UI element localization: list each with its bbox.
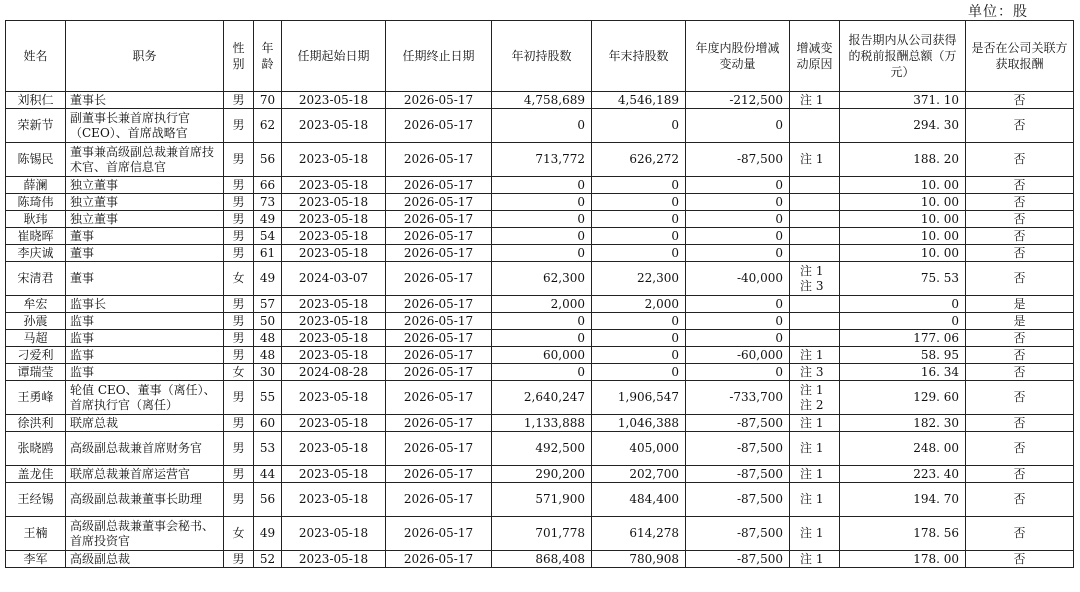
cell-start-date: 2023-05-18 xyxy=(282,228,386,245)
cell-related-party-pay: 否 xyxy=(966,109,1074,143)
cell-name: 张晓鸥 xyxy=(6,432,66,466)
cell-name: 刘积仁 xyxy=(6,92,66,109)
cell-related-party-pay: 否 xyxy=(966,177,1074,194)
cell-start-date: 2023-05-18 xyxy=(282,330,386,347)
header-name: 姓名 xyxy=(6,21,66,92)
cell-pretax-pay: 10. 00 xyxy=(840,245,966,262)
cell-change-reason: 注 1 xyxy=(790,415,840,432)
cell-end-date: 2026-05-17 xyxy=(386,381,492,415)
cell-name: 孙震 xyxy=(6,313,66,330)
cell-age: 50 xyxy=(254,313,282,330)
cell-change-reason: 注 1 xyxy=(790,143,840,177)
cell-begin-shares: 0 xyxy=(492,364,592,381)
cell-related-party-pay: 否 xyxy=(966,551,1074,568)
cell-change-reason: 注 1 xyxy=(790,466,840,483)
cell-share-change: 0 xyxy=(686,211,790,228)
table-row xyxy=(6,364,1074,381)
cell-end-shares: 0 xyxy=(592,228,686,245)
cell-gender: 男 xyxy=(224,381,254,415)
cell-change-reason: 注 1 xyxy=(790,517,840,551)
cell-age: 56 xyxy=(254,143,282,177)
cell-related-party-pay: 否 xyxy=(966,432,1074,466)
cell-end-date: 2026-05-17 xyxy=(386,228,492,245)
cell-end-date: 2026-05-17 xyxy=(386,109,492,143)
cell-start-date: 2023-05-18 xyxy=(282,109,386,143)
cell-position: 独立董事 xyxy=(66,211,224,228)
cell-gender: 女 xyxy=(224,262,254,296)
cell-pretax-pay: 129. 60 xyxy=(840,381,966,415)
cell-name: 王楠 xyxy=(6,517,66,551)
cell-change-reason xyxy=(790,177,840,194)
cell-begin-shares: 60,000 xyxy=(492,347,592,364)
cell-gender: 男 xyxy=(224,92,254,109)
cell-end-date: 2026-05-17 xyxy=(386,432,492,466)
cell-share-change: 0 xyxy=(686,194,790,211)
cell-share-change: 0 xyxy=(686,109,790,143)
cell-change-reason xyxy=(790,109,840,143)
cell-name: 陈锡民 xyxy=(6,143,66,177)
cell-pretax-pay: 58. 95 xyxy=(840,347,966,364)
cell-name: 谭瑞莹 xyxy=(6,364,66,381)
cell-age: 66 xyxy=(254,177,282,194)
header-age: 年龄 xyxy=(254,21,282,92)
cell-share-change: 0 xyxy=(686,228,790,245)
cell-start-date: 2023-05-18 xyxy=(282,347,386,364)
cell-change-reason xyxy=(790,228,840,245)
cell-end-shares: 0 xyxy=(592,211,686,228)
cell-position: 董事兼高级副总裁兼首席技术官、首席信息官 xyxy=(66,143,224,177)
cell-position: 高级副总裁 xyxy=(66,551,224,568)
cell-name: 耿玮 xyxy=(6,211,66,228)
header-pretax-pay: 报告期内从公司获得的税前报酬总额（万元） xyxy=(840,21,966,92)
cell-end-shares: 0 xyxy=(592,364,686,381)
cell-gender: 男 xyxy=(224,347,254,364)
cell-begin-shares: 571,900 xyxy=(492,483,592,517)
cell-start-date: 2023-05-18 xyxy=(282,296,386,313)
cell-end-date: 2026-05-17 xyxy=(386,347,492,364)
cell-start-date: 2023-05-18 xyxy=(282,245,386,262)
cell-start-date: 2023-05-18 xyxy=(282,415,386,432)
header-end-date: 任期终止日期 xyxy=(386,21,492,92)
cell-age: 49 xyxy=(254,262,282,296)
cell-share-change: -87,500 xyxy=(686,551,790,568)
cell-name: 盖龙佳 xyxy=(6,466,66,483)
cell-start-date: 2023-05-18 xyxy=(282,432,386,466)
table-row xyxy=(6,466,1074,483)
cell-share-change: -40,000 xyxy=(686,262,790,296)
cell-change-reason: 注 1 注 3 xyxy=(790,262,840,296)
cell-name: 宋清君 xyxy=(6,262,66,296)
table-row xyxy=(6,92,1074,109)
cell-change-reason xyxy=(790,330,840,347)
cell-gender: 男 xyxy=(224,109,254,143)
header-related-party-pay: 是否在公司关联方获取报酬 xyxy=(966,21,1074,92)
cell-share-change: -87,500 xyxy=(686,143,790,177)
cell-position: 监事 xyxy=(66,347,224,364)
cell-related-party-pay: 否 xyxy=(966,466,1074,483)
cell-pretax-pay: 194. 70 xyxy=(840,483,966,517)
cell-age: 49 xyxy=(254,211,282,228)
cell-end-date: 2026-05-17 xyxy=(386,245,492,262)
cell-begin-shares: 0 xyxy=(492,211,592,228)
cell-change-reason xyxy=(790,194,840,211)
cell-start-date: 2023-05-18 xyxy=(282,143,386,177)
cell-position: 董事 xyxy=(66,245,224,262)
cell-end-shares: 22,300 xyxy=(592,262,686,296)
table-row xyxy=(6,347,1074,364)
cell-share-change: 0 xyxy=(686,177,790,194)
unit-label: 单位：股 xyxy=(968,4,1028,20)
header-position: 职务 xyxy=(66,21,224,92)
cell-position: 高级副总裁兼董事长助理 xyxy=(66,483,224,517)
cell-end-shares: 0 xyxy=(592,177,686,194)
cell-name: 崔晓晖 xyxy=(6,228,66,245)
cell-end-date: 2026-05-17 xyxy=(386,483,492,517)
cell-pretax-pay: 10. 00 xyxy=(840,211,966,228)
table-row xyxy=(6,143,1074,177)
cell-end-shares: 0 xyxy=(592,313,686,330)
cell-gender: 男 xyxy=(224,194,254,211)
cell-position: 轮值 CEO、董事（离任）、首席执行官（离任） xyxy=(66,381,224,415)
cell-gender: 男 xyxy=(224,415,254,432)
cell-change-reason xyxy=(790,313,840,330)
cell-begin-shares: 290,200 xyxy=(492,466,592,483)
cell-related-party-pay: 否 xyxy=(966,92,1074,109)
table-row xyxy=(6,313,1074,330)
cell-change-reason xyxy=(790,245,840,262)
table-row xyxy=(6,551,1074,568)
cell-end-shares: 2,000 xyxy=(592,296,686,313)
cell-start-date: 2023-05-18 xyxy=(282,483,386,517)
cell-end-date: 2026-05-17 xyxy=(386,211,492,228)
cell-pretax-pay: 75. 53 xyxy=(840,262,966,296)
cell-gender: 男 xyxy=(224,313,254,330)
cell-gender: 男 xyxy=(224,228,254,245)
cell-change-reason: 注 3 xyxy=(790,364,840,381)
cell-begin-shares: 492,500 xyxy=(492,432,592,466)
cell-share-change: -733,700 xyxy=(686,381,790,415)
cell-name: 薛澜 xyxy=(6,177,66,194)
table-row xyxy=(6,415,1074,432)
cell-change-reason: 注 1 xyxy=(790,92,840,109)
cell-begin-shares: 0 xyxy=(492,109,592,143)
cell-related-party-pay: 否 xyxy=(966,228,1074,245)
cell-start-date: 2023-05-18 xyxy=(282,313,386,330)
cell-name: 马超 xyxy=(6,330,66,347)
cell-gender: 男 xyxy=(224,432,254,466)
cell-end-date: 2026-05-17 xyxy=(386,364,492,381)
cell-name: 徐洪利 xyxy=(6,415,66,432)
cell-share-change: -87,500 xyxy=(686,466,790,483)
cell-share-change: -212,500 xyxy=(686,92,790,109)
cell-position: 监事 xyxy=(66,330,224,347)
cell-pretax-pay: 178. 56 xyxy=(840,517,966,551)
table-row xyxy=(6,432,1074,466)
cell-related-party-pay: 否 xyxy=(966,347,1074,364)
cell-start-date: 2023-05-18 xyxy=(282,381,386,415)
cell-name: 刁爱利 xyxy=(6,347,66,364)
cell-position: 监事 xyxy=(66,313,224,330)
cell-age: 53 xyxy=(254,432,282,466)
cell-begin-shares: 2,640,247 xyxy=(492,381,592,415)
cell-related-party-pay: 否 xyxy=(966,194,1074,211)
cell-start-date: 2023-05-18 xyxy=(282,517,386,551)
cell-start-date: 2023-05-18 xyxy=(282,466,386,483)
cell-related-party-pay: 否 xyxy=(966,245,1074,262)
cell-begin-shares: 868,408 xyxy=(492,551,592,568)
cell-related-party-pay: 否 xyxy=(966,143,1074,177)
header-begin-shares: 年初持股数 xyxy=(492,21,592,92)
cell-start-date: 2023-05-18 xyxy=(282,551,386,568)
cell-end-date: 2026-05-17 xyxy=(386,517,492,551)
cell-age: 57 xyxy=(254,296,282,313)
cell-age: 54 xyxy=(254,228,282,245)
cell-end-date: 2026-05-17 xyxy=(386,194,492,211)
cell-share-change: -87,500 xyxy=(686,432,790,466)
cell-begin-shares: 0 xyxy=(492,330,592,347)
cell-age: 52 xyxy=(254,551,282,568)
cell-begin-shares: 2,000 xyxy=(492,296,592,313)
cell-share-change: 0 xyxy=(686,245,790,262)
cell-end-shares: 780,908 xyxy=(592,551,686,568)
cell-age: 61 xyxy=(254,245,282,262)
cell-end-shares: 484,400 xyxy=(592,483,686,517)
cell-age: 73 xyxy=(254,194,282,211)
cell-share-change: 0 xyxy=(686,313,790,330)
cell-name: 王经锡 xyxy=(6,483,66,517)
cell-pretax-pay: 177. 06 xyxy=(840,330,966,347)
cell-age: 55 xyxy=(254,381,282,415)
cell-name: 陈琦伟 xyxy=(6,194,66,211)
cell-end-date: 2026-05-17 xyxy=(386,143,492,177)
table-row xyxy=(6,228,1074,245)
cell-related-party-pay: 否 xyxy=(966,330,1074,347)
cell-start-date: 2023-05-18 xyxy=(282,211,386,228)
header-row xyxy=(6,21,1074,92)
cell-position: 董事长 xyxy=(66,92,224,109)
cell-change-reason xyxy=(790,211,840,228)
cell-pretax-pay: 16. 34 xyxy=(840,364,966,381)
cell-pretax-pay: 371. 10 xyxy=(840,92,966,109)
cell-end-date: 2026-05-17 xyxy=(386,296,492,313)
executive-shareholding-table xyxy=(5,20,1074,568)
table-row xyxy=(6,296,1074,313)
cell-position: 高级副总裁兼首席财务官 xyxy=(66,432,224,466)
cell-gender: 男 xyxy=(224,177,254,194)
cell-change-reason xyxy=(790,296,840,313)
cell-pretax-pay: 10. 00 xyxy=(840,177,966,194)
cell-start-date: 2024-03-07 xyxy=(282,262,386,296)
cell-age: 48 xyxy=(254,330,282,347)
cell-begin-shares: 62,300 xyxy=(492,262,592,296)
table-row xyxy=(6,483,1074,517)
cell-pretax-pay: 0 xyxy=(840,296,966,313)
cell-share-change: -60,000 xyxy=(686,347,790,364)
cell-position: 独立董事 xyxy=(66,177,224,194)
cell-end-date: 2026-05-17 xyxy=(386,313,492,330)
header-share-change: 年度内股份增减变动量 xyxy=(686,21,790,92)
cell-end-shares: 405,000 xyxy=(592,432,686,466)
cell-gender: 男 xyxy=(224,551,254,568)
cell-pretax-pay: 10. 00 xyxy=(840,228,966,245)
table-row xyxy=(6,211,1074,228)
cell-name: 牟宏 xyxy=(6,296,66,313)
cell-start-date: 2023-05-18 xyxy=(282,194,386,211)
cell-related-party-pay: 否 xyxy=(966,364,1074,381)
cell-end-shares: 614,278 xyxy=(592,517,686,551)
cell-end-shares: 1,906,547 xyxy=(592,381,686,415)
cell-pretax-pay: 10. 00 xyxy=(840,194,966,211)
table-row xyxy=(6,109,1074,143)
cell-share-change: -87,500 xyxy=(686,415,790,432)
cell-name: 王勇峰 xyxy=(6,381,66,415)
cell-change-reason: 注 1 xyxy=(790,347,840,364)
cell-share-change: -87,500 xyxy=(686,517,790,551)
table-row xyxy=(6,330,1074,347)
cell-age: 62 xyxy=(254,109,282,143)
cell-gender: 女 xyxy=(224,517,254,551)
cell-age: 70 xyxy=(254,92,282,109)
table-row xyxy=(6,262,1074,296)
cell-gender: 男 xyxy=(224,245,254,262)
cell-pretax-pay: 294. 30 xyxy=(840,109,966,143)
cell-gender: 男 xyxy=(224,466,254,483)
cell-end-shares: 202,700 xyxy=(592,466,686,483)
cell-pretax-pay: 248. 00 xyxy=(840,432,966,466)
cell-begin-shares: 4,758,689 xyxy=(492,92,592,109)
cell-begin-shares: 701,778 xyxy=(492,517,592,551)
cell-gender: 男 xyxy=(224,211,254,228)
cell-change-reason: 注 1 xyxy=(790,551,840,568)
cell-related-party-pay: 否 xyxy=(966,381,1074,415)
cell-begin-shares: 0 xyxy=(492,313,592,330)
cell-begin-shares: 0 xyxy=(492,194,592,211)
cell-end-date: 2026-05-17 xyxy=(386,551,492,568)
cell-end-date: 2026-05-17 xyxy=(386,330,492,347)
header-end-shares: 年末持股数 xyxy=(592,21,686,92)
cell-position: 副董事长兼首席执行官（CEO）、首席战略官 xyxy=(66,109,224,143)
cell-pretax-pay: 223. 40 xyxy=(840,466,966,483)
cell-gender: 男 xyxy=(224,143,254,177)
cell-pretax-pay: 178. 00 xyxy=(840,551,966,568)
cell-position: 董事 xyxy=(66,262,224,296)
cell-name: 荣新节 xyxy=(6,109,66,143)
cell-start-date: 2024-08-28 xyxy=(282,364,386,381)
cell-end-shares: 0 xyxy=(592,245,686,262)
header-gender: 性别 xyxy=(224,21,254,92)
cell-share-change: -87,500 xyxy=(686,483,790,517)
cell-pretax-pay: 182. 30 xyxy=(840,415,966,432)
cell-begin-shares: 0 xyxy=(492,245,592,262)
cell-begin-shares: 0 xyxy=(492,177,592,194)
cell-position: 高级副总裁兼董事会秘书、首席投资官 xyxy=(66,517,224,551)
cell-gender: 男 xyxy=(224,330,254,347)
cell-end-shares: 0 xyxy=(592,194,686,211)
cell-share-change: 0 xyxy=(686,330,790,347)
cell-begin-shares: 713,772 xyxy=(492,143,592,177)
cell-age: 44 xyxy=(254,466,282,483)
cell-gender: 女 xyxy=(224,364,254,381)
table-body xyxy=(6,92,1074,568)
cell-end-shares: 1,046,388 xyxy=(592,415,686,432)
cell-related-party-pay: 是 xyxy=(966,313,1074,330)
cell-end-date: 2026-05-17 xyxy=(386,92,492,109)
cell-position: 监事长 xyxy=(66,296,224,313)
cell-age: 60 xyxy=(254,415,282,432)
cell-related-party-pay: 否 xyxy=(966,517,1074,551)
cell-end-date: 2026-05-17 xyxy=(386,466,492,483)
header-change-reason: 增减变动原因 xyxy=(790,21,840,92)
cell-end-shares: 626,272 xyxy=(592,143,686,177)
cell-position: 董事 xyxy=(66,228,224,245)
cell-related-party-pay: 否 xyxy=(966,415,1074,432)
header-start-date: 任期起始日期 xyxy=(282,21,386,92)
table-row xyxy=(6,194,1074,211)
cell-end-shares: 0 xyxy=(592,109,686,143)
cell-share-change: 0 xyxy=(686,364,790,381)
cell-age: 48 xyxy=(254,347,282,364)
cell-start-date: 2023-05-18 xyxy=(282,177,386,194)
cell-gender: 男 xyxy=(224,483,254,517)
cell-end-shares: 0 xyxy=(592,330,686,347)
table-row xyxy=(6,245,1074,262)
cell-change-reason: 注 1 xyxy=(790,432,840,466)
cell-related-party-pay: 否 xyxy=(966,483,1074,517)
cell-change-reason: 注 1 xyxy=(790,483,840,517)
cell-position: 联席总裁 xyxy=(66,415,224,432)
cell-related-party-pay: 否 xyxy=(966,211,1074,228)
cell-begin-shares: 0 xyxy=(492,228,592,245)
cell-share-change: 0 xyxy=(686,296,790,313)
cell-pretax-pay: 188. 20 xyxy=(840,143,966,177)
cell-end-shares: 0 xyxy=(592,347,686,364)
cell-end-shares: 4,546,189 xyxy=(592,92,686,109)
cell-position: 独立董事 xyxy=(66,194,224,211)
cell-start-date: 2023-05-18 xyxy=(282,92,386,109)
cell-pretax-pay: 0 xyxy=(840,313,966,330)
table-row xyxy=(6,517,1074,551)
cell-position: 监事 xyxy=(66,364,224,381)
cell-begin-shares: 1,133,888 xyxy=(492,415,592,432)
cell-position: 联席总裁兼首席运营官 xyxy=(66,466,224,483)
cell-age: 49 xyxy=(254,517,282,551)
cell-name: 李军 xyxy=(6,551,66,568)
cell-gender: 男 xyxy=(224,296,254,313)
cell-related-party-pay: 是 xyxy=(966,296,1074,313)
cell-end-date: 2026-05-17 xyxy=(386,262,492,296)
cell-change-reason: 注 1 注 2 xyxy=(790,381,840,415)
cell-end-date: 2026-05-17 xyxy=(386,415,492,432)
cell-age: 30 xyxy=(254,364,282,381)
table-row xyxy=(6,177,1074,194)
table-row xyxy=(6,381,1074,415)
cell-age: 56 xyxy=(254,483,282,517)
cell-end-date: 2026-05-17 xyxy=(386,177,492,194)
cell-name: 李庆诚 xyxy=(6,245,66,262)
cell-related-party-pay: 否 xyxy=(966,262,1074,296)
